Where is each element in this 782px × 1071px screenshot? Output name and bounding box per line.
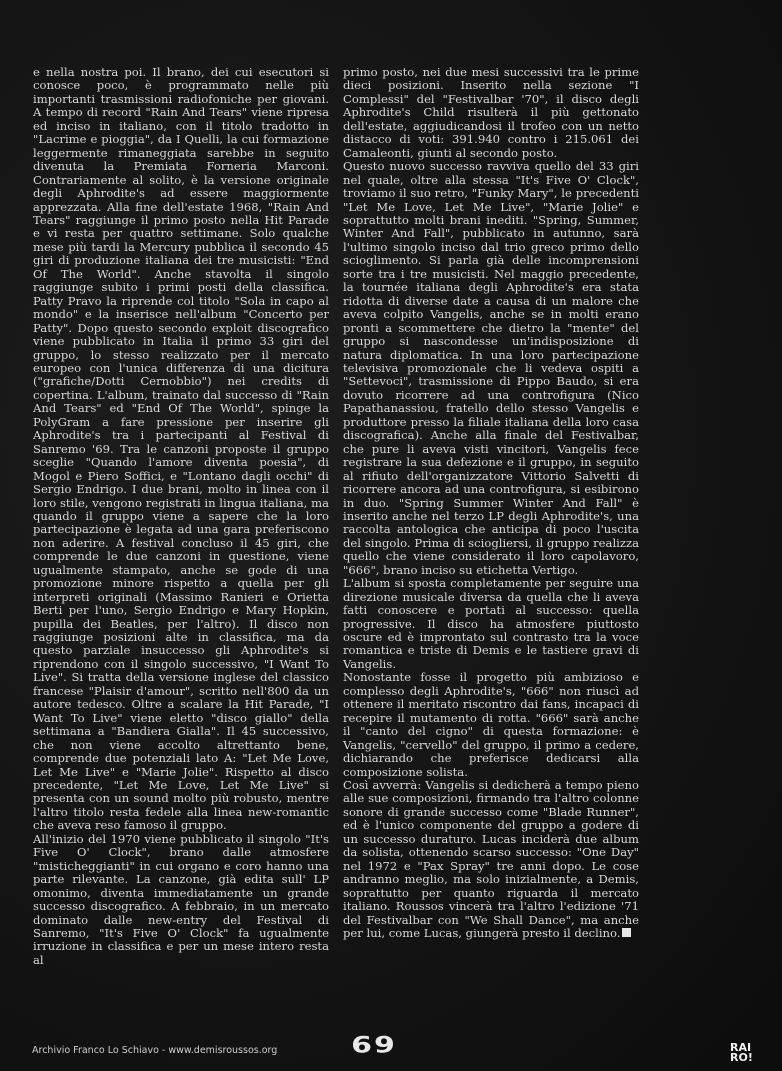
paragraph-final	[343, 779, 639, 940]
magazine-logo	[730, 1043, 753, 1063]
paragraph: Nonostante fosse il progetto più ambizioso e complesso degli Aphrodite's, "666" non riuscì ad ottenere il meritato riscontro dai fans, incapaci di recepire il mutamento di rotta. "666" sarà anche il "canto del cigno" di questa formazione: è Vangelis, "cervello" del gruppo, il primo a cedere, dichiarando che preferisce dedicarsi alla composizione solista.	[343, 670, 639, 779]
paragraph: All'inizio del 1970 viene pubblicato il singolo "It's Five O' Clock", brano dalle atmosfere "misticheggianti" in cui organo e coro hanno una parte rilevante. La canzone, già edita sull' LP omonimo, diventa immediatamente un grande successo discografico. A febbraio, in un mercato dominato dalle new-entry del Festival di Sanremo, "It's Five O' Clock" fa ugualmente irruzione in classifica e per un mese intero resta al	[33, 831, 329, 967]
logo-line-1: RAI	[730, 1041, 752, 1054]
article-column-right	[343, 66, 639, 940]
paragraph: Questo nuovo successo ravviva quello del 33 giri nel quale, oltre alla stessa "It's Five O' Clock", troviamo il suo retro, "Funky Mary", le precedenti "Let Me Love, Let Me Live", "Marie Jolie" e soprattutto molti brani inediti. "Spring, Summer, Winter And Fall", pubblicato in autunno, sarà l'ultimo singolo inciso dal trio greco primo dello scioglimento. Si parla già delle incomprensioni sorte tra i tre musicisti. Nel maggio precedente, la tournée italiana degli Aphrodite's era stata ridotta di diverse date a causa di un malore che aveva colpito Vangelis, anche se in molti erano pronti a scommettere che dietro la "mente" del gruppo si nascondesse un'indisposizione di natura diplomatica. In una loro partecipazione televisiva promozionale che li vedeva ospiti a "Settevoci", trasmissione di Pippo Baudo, si era dovuto ricorrere ad una controfigura (Nico Papathanassiou, fratello dello stesso Vangelis e produttore presso la filiale italiana della loro casa discografica). Anche alla finale del Festivalbar, che pure li aveva visti vincitori, Vangelis fece registrare la sua defezione e il gruppo, in seguito al rifiuto dell'organizzatore Vittorio Salvetti di ricorrere ancora ad una controfigura, si esibirono in duo. "Spring Summer Winter And Fall" è inserito anche nel terzo LP degli Aphrodite's, una raccolta antologica che anticipa di poco l'uscita del singolo. Prima di sciogliersi, il gruppo realizza quello che viene considerato il loro capolavoro, "666", brano inciso su etichetta Vertigo.	[343, 159, 639, 577]
logo-line-2: RO!	[730, 1051, 753, 1064]
paragraph: e nella nostra poi. Il brano, dei cui esecutori si conosce poco, è programmato nelle più importanti trasmissioni radiofoniche per giovani. A tempo di record "Rain And Tears" viene ripresa ed inciso in italiano, con il titolo tradotto in "Lacrime e pioggia", da I Quelli, la cui formazione leggermente rimaneggiata sarebbe in seguito divenuta la Premiata Forneria Marconi. Contrariamente al solito, è la versione originale degli Aphrodite's ad essere maggiormente apprezzata. Alla fine dell'estate 1968, "Rain And Tears" raggiunge il primo posto nella Hit Parade e vi resta per quattro settimane. Solo qualche mese più tardi la Mercury pubblica il secondo 45 giri di produzione italiana dei tre musicisti: "End Of The World". Anche stavolta il singolo raggiunge subito i primi posti della classifica. Patty Pravo la riprende col titolo "Sola in capo al mondo" e la inserisce nell'album "Concerto per Patty". Dopo questo secondo exploit discografico viene pubblicato in Italia il primo 33 giri del gruppo, lo stesso realizzato per il mercato europeo con l'unica differenza di una dicitura ("grafiche/Dotti Cernobbio") nei credits di copertina. L'album, trainato dal successo di "Rain And Tears" ed "End Of The World", spinge la PolyGram a fare pressione per inserire gli Aphrodite's tra i partecipanti al Festival di Sanremo '69. Tra le canzoni proposte il gruppo sceglie "Quando l'amore diventa poesia", di Mogol e Piero Soffici, e "Lontano dagli occhi" di Sergio Endrigo. I due brani, molto in linea con il loro stile, vengono registrati in lingua italiana, ma quando il gruppo viene a sapere che la loro partecipazione è legata ad una gara preferiscono non aderire. A festival concluso il 45 giri, che comprende le due canzoni in questione, viene ugualmente stampato, anche se gode di una promozione minore rispetto a quella per gli interpreti originali (Massimo Ranieri e Orietta Berti per l'uno, Sergio Endrigo e Mary Hopkin, pupilla dei Beatles, per l'altro). Il disco non raggiunge posizioni alte in classifica, ma da questo parziale insuccesso gli Aphrodite's si riprendono con il singolo successivo, "I Want To Live". Si tratta della versione inglese del classico francese "Plaisir d'amour", scritto nell'800 da un autore tedesco. Oltre a scalare la Hit Parade, "I Want To Live" viene eletto "disco giallo" della settimana a "Bandiera Gialla". Il 45 successivo, che non viene accolto altrettanto bene, comprende due potenziali lato A: "Let Me Love, Let Me Live" e "Marie Jolie". Rispetto al disco precedente, "Let Me Love, Let Me Live" si presenta con un sound molto più robusto, mentre l'altro titolo resta fedele alla linea new-romantic che aveva reso famoso il gruppo.	[33, 65, 329, 833]
article-column-left	[33, 66, 329, 967]
paragraph-final-text: Così avverrà: Vangelis si dedicherà a tempo pieno alle sue composizioni, firmando tra l'altro colonne sonore di grande successo come "Blade Runner", ed è l'unico componente del gruppo a godere di un successo duraturo. Lucas inciderà due album da solista, ottenendo scarso successo: "One Day" nel 1972 e "Pax Spray" tre anni dopo. Le cose andranno meglio, ma solo inizialmente, a Demis, soprattutto per quanto riguarda il mercato italiano. Roussos vincerà tra l'altro l'edizione '71 del Festivalbar con "We Shall Dance", ma anche per lui, come Lucas, giungerà presto il declino.	[343, 778, 639, 940]
archive-credit: Archivio Franco Lo Schiavo - www.demisroussos.org	[32, 1045, 278, 1056]
page-number: 69	[351, 1032, 397, 1059]
paragraph: L'album si sposta completamente per seguire una direzione musicale diversa da quella che li aveva fatti conoscere e portati al successo: quella progressive. Il disco ha atmosfere piuttosto oscure ed è improntato sul contrasto tra la voce romantica e triste di Demis e le tastiere gravi di Vangelis.	[343, 576, 639, 671]
end-of-article-mark	[622, 928, 631, 937]
paragraph: primo posto, nei due mesi successivi tra le prime dieci posizioni. Inserito nella sezione "I Complessi" del "Festivalbar '70", il disco degli Aphrodite's Child risulterà il più gettonato dell'estate, aggiudicandosi il trofeo con un netto distacco di voti: 391.940 contro i 215.061 dei Camaleonti, giunti al secondo posto.	[343, 65, 639, 160]
